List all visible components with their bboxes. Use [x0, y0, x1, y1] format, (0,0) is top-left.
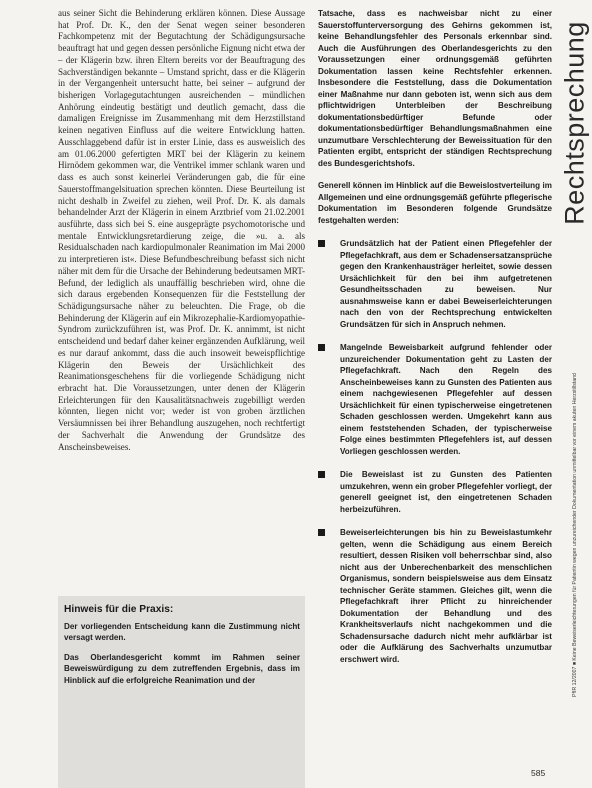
principle-list-item: [318, 342, 552, 457]
principle-list-item: [318, 238, 552, 330]
principle-text: Mangelnde Beweisbarkeit aufgrund fehlender oder unzureichender Dokumentation geht zu Lasten der Pflegefachkraft. Nach den Regeln des Anscheinbeweises kann zu Gunsten des Patienten aus einem nachgewiesenen Pflegefehler auf dessen Ursächlichkeit für einen typischerweise eingetretenen Schaden geschlossen werden. Umgekehrt kann aus einem feststehenden Schaden, der typischerweise Folge eines bestimmten Pflegefehlers ist, auf dessen Vorliegen geschlossen werden.: [340, 343, 552, 456]
practice-note-paragraph: Der vorliegenden Entscheidung kann die Zustimmung nicht versagt werden.: [64, 622, 300, 643]
square-bullet-icon: [318, 529, 325, 536]
practice-note-box: [58, 596, 305, 788]
principle-text: Beweiserleichterungen bis hin zu Beweislastumkehr gelten, wenn die Schädigung aus einem Bereich resultiert, dessen Risiken voll beherrschbar sind, also nicht aus der Unberechenbarkeit des menschlichen Organismus, sondern beispielsweise aus dem Einsatz technischer Geräte stammen. Gleiches gilt, wenn die Pflegefachkraft ihrer Pflicht zu hinreichender Dokumentation der Behandlung und des Krankheitsverlaufs nicht nachgekommen und die Schadensursache dadurch nicht mehr aufklärbar ist oder die Aufklärung des Sachverhalts unzumutbar erschwert wird.: [340, 528, 552, 664]
practice-note-paragraph: Das Oberlandesgericht kommt im Rahmen seiner Beweiswürdigung zu dem zutreffenden Ergebnis, dass im Hinblick auf die erfolgreiche Reanimation und der: [64, 652, 300, 685]
section-title: [560, 8, 590, 238]
right-column-intro: Tatsache, dass es nachweisbar nicht zu einer Sauerstoffunterversorgung des Gehirns gekommen ist, keine Behandlungsfehler des Personals erkennbar sind. Auch die Ausführungen des Oberlandesgerichts zu den Voraussetzungen einer ordnungsgemäß geführten Dokumentation lassen keine Rechtsfehler erkennen. Insbesondere die Feststellung, dass die Dokumentation einer Maßnahme nur dann geboten ist, wenn sich aus dem pflichtwidrigen Unterbleiben der Beschreibung dokumentationsbedürftiger Befunde oder dokumentationsbedürftiger Behandlungsmaßnahmen eine unzumutbare Verschlechterung der Beweissituation für den Patienten ergibt, entspricht der ständigen Rechtsprechung des Bundesgerichtshofs.: [318, 9, 552, 168]
principles-lead: Generell können im Hinblick auf die Beweislostverteilung im Allgemeinen und eine ordnungsgemäß geführte pflegerische Dokumentation im Besonderen folgende Grundsätze festgehalten werden:: [318, 181, 552, 225]
left-column: [58, 8, 305, 453]
section-title-text: Rechtsprechung: [559, 21, 590, 225]
page-number: 585: [531, 768, 546, 778]
running-caption: [568, 300, 582, 770]
principle-list-item: [318, 527, 552, 665]
principle-text: Grundsätzlich hat der Patient einen Pflegefehler der Pflegefachkraft, aus dem er Schadensersatzansprüche gegen den Krankenhausträger herleitet, sowie dessen Ursächlichkeit für den bei ihm aufgetretenen Gesundheitsschaden zu beweisen. Nur ausnahmsweise kann er dabei Beweiserleichterungen nach den von der Rechtsprechung entwickelten Grundsätzen für sich in Anspruch nehmen.: [340, 239, 552, 329]
square-bullet-icon: [318, 344, 325, 351]
square-bullet-icon: [318, 240, 325, 247]
running-caption-text: PfIR 12/2007 ■ Keine Beweiserleichterungen für Patientin wegen unzureichender Dokumentation unmittelbar vor einem akuten Herzstillstand: [572, 373, 578, 697]
principle-text: Die Beweislast ist zu Gunsten des Patienten umzukehren, wenn ein grober Pflegefehler vorliegt, der generell geeignet ist, den eingetretenen Schaden herbeizuführen.: [340, 470, 552, 514]
square-bullet-icon: [318, 471, 325, 478]
right-column: [318, 8, 552, 665]
principle-list-item: [318, 469, 552, 515]
left-column-text: aus seiner Sicht die Behinderung erklären können. Diese Aussage hat Prof. Dr. K., den der Senat wegen seiner besonderen Fachkompetenz mit der Begutachtung der Schädigungsursache beauftragt hat und gegen dessen persönliche Eignung nicht etwa der – der Klägerin bzw. ihren Eltern bereits vor der Beauftragung des Sachverständigen bekannte – Umstand spricht, dass er die Klägerin in der Vergangenheit untersucht hatte, bei seiner – aufgrund der bisherigen Vorlagegutachtungen ausreichenden – mündlichen Anhörung eindeutig bestätigt und deutlich gemacht, dass die damaligen Ereignisse im Zusammenhang mit dem Herzstillstand keinen negativen Einfluss auf die weitere Entwicklung hatten. Ausschlaggebend dafür ist in erster Linie, dass es ausweislich des am 01.06.2000 gefertigten MRT bei der Klägerin zu keinem Hirnödem gekommen war, die Ventrikel immer schlank waren und dass es auch sonst keinerlei Veränderungen gab, die für eine Sauerstoffmangelsituation sprechen könnten. Diese Beurteilung ist nicht deshalb in Zweifel zu ziehen, weil Prof. Dr. K. als damals behandelnder Arzt der Klägerin in einem Arztbrief vom 21.02.2001 ausführte, dass sich bei S. eine ausgeprägte psychomotorische und mentale Entwicklungsretardierung zeige, die »u. a. als Residualschaden nach kardiopulmonaler Reanimation im Mai 2000 zu interpretieren ist«. Diese Befundbeschreibung befasst sich nicht näher mit dem für die Ursache der Behinderung bedeutsamen MRT-Befund, der lediglich als unauffällig beschrieben wird, ohne die sich daraus ergebenden Konsequenzen für die Feststellung der Schädigungsursache näher zu beleuchten. Die Frage, ob die Behinderung der Klägerin auf ein Mikrozephalie-Kardiomyopathie-Syndrom zurückzuführen ist, was Prof. Dr. K. annimmt, ist nicht entscheidend und bedarf daher keiner ergänzenden Aufklärung, weil es nur darauf ankommt, dass die auch insoweit beweispflichtige Klägerin den Beweis der Ursächlichkeit des Reanimationsgeschehens für die vorliegende Schädigung nicht erbracht hat. Die Voraussetzungen, unter denen der Klägerin Erleichterungen für den Kausalitätsnachweis zugebilligt werden könnten, liegen nicht vor; weder ist von groben ärztlichen Versäumnissen bei ihrer Behandlung auszugehen, noch rechtfertigt der Sachverhalt die Anwendung der Grundsätze des Anscheinsbeweises.: [58, 8, 306, 452]
practice-note-heading: Hinweis für die Praxis:: [64, 604, 174, 615]
